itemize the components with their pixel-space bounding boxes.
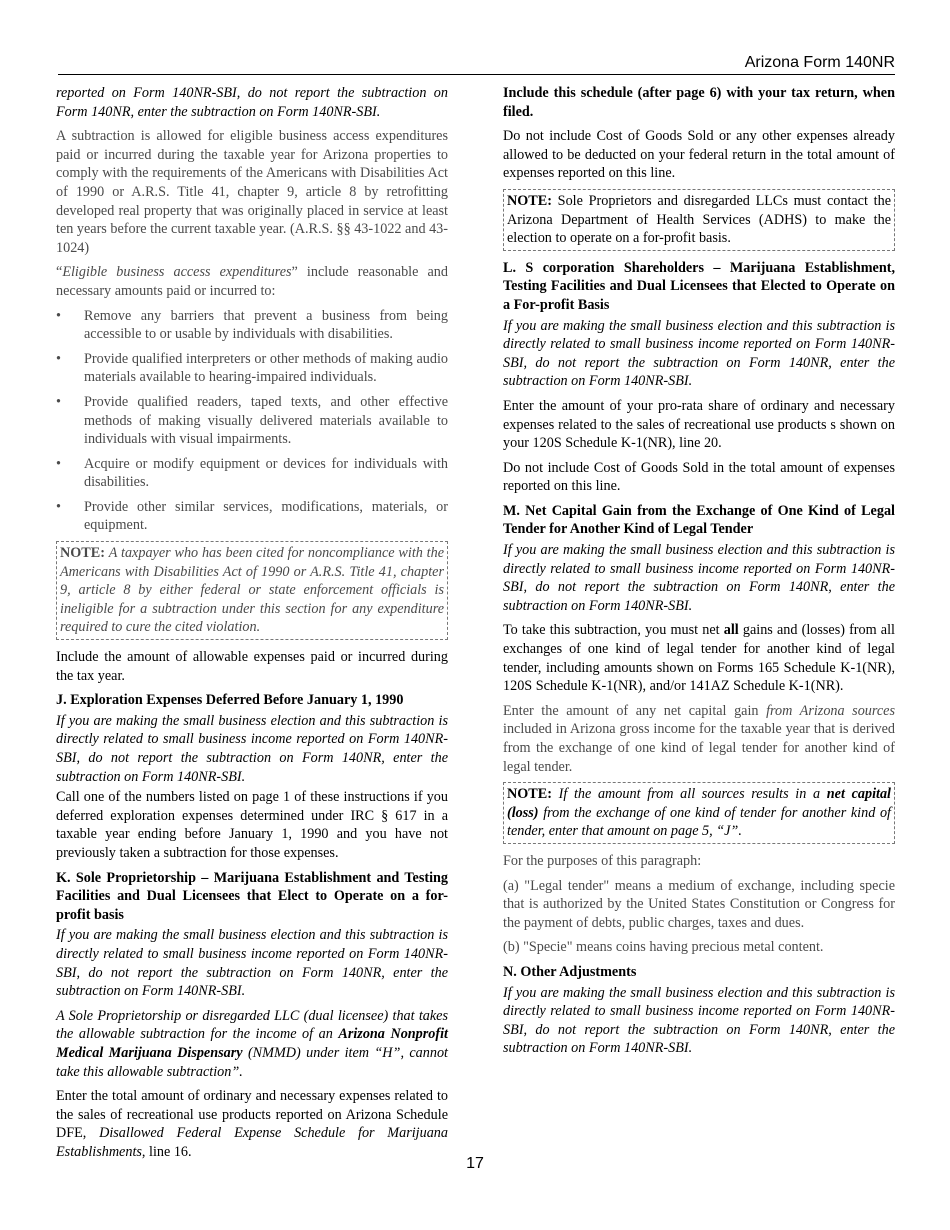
- list-item: [56, 393, 448, 449]
- bullet-icon: •: [56, 498, 61, 515]
- eligible-term: Eligible business access expenditures: [62, 264, 292, 281]
- note-part-b: from the exchange of one kind of tender for another kind of tender, enter that amount on page 5, “J”.: [507, 804, 891, 840]
- section-l-pro-rata-paragraph: Enter the amount of your pro-rata share of ordinary and necessary expenses related to the sales of recreational use products s shown on your 120S Schedule K-1(NR), line 20.: [503, 397, 895, 452]
- left-column: [56, 84, 448, 1167]
- section-n-election-note: If you are making the small business election and this subtraction is directly related to small business income reported on Form 140NR-SBI, do not report the subtraction on Form 140NR, enter the subtraction on Form 140NR-SBI.: [503, 984, 895, 1057]
- section-l-heading: L. S corporation Shareholders – Marijuana Establishment, Testing Facilities and Dual Licensees that Elected to Operate on a For-profit Basis: [503, 259, 895, 313]
- list-item: [56, 350, 448, 387]
- section-l-election-note: If you are making the small business election and this subtraction is directly related to small business income reported on Form 140NR-SBI, do not report the subtraction on Form 140NR, enter the subtraction on Form 140NR-SBI.: [503, 317, 895, 390]
- specie-definition: (b) "Specie" means coins having precious metal content.: [503, 939, 824, 956]
- note-label: NOTE:: [60, 545, 105, 562]
- bullet-icon: •: [56, 455, 61, 472]
- m-p2-bold: all: [723, 622, 739, 639]
- note-text: A taxpayer who has been cited for noncompliance with the Americans with Disabilities Act of 1990 or A.R.S. Title 41, chapter 9, article 8 by either federal or state enforcement officials is ineligible for a subtraction under this section for any expenditure required to cure the cited violation.: [60, 545, 445, 636]
- m-p3-italic: from Arizona sources: [766, 702, 895, 719]
- section-j-heading: J. Exploration Expenses Deferred Before January 1, 1990: [56, 692, 404, 709]
- section-k-total-paragraph: [56, 1087, 448, 1161]
- m-p3-part-b: included in Arizona gross income for the taxable year that is derived from the exchange of one kind of legal tender for another kind of legal tender.: [503, 721, 895, 775]
- eligible-rest: ” include reasonable and necessary amounts paid or incurred to:: [56, 264, 448, 299]
- include-amount-paragraph: Include the amount of allowable expenses paid or incurred during the tax year.: [56, 649, 448, 684]
- purposes-paragraph: For the purposes of this paragraph:: [503, 852, 702, 869]
- page-number: 17: [466, 1155, 484, 1172]
- k-p3-italic: Disallowed Federal Expense Schedule for Marijuana Establishments: [56, 1125, 448, 1160]
- section-m-net-paragraph: [503, 621, 895, 695]
- quote-open: “: [56, 264, 63, 281]
- section-k-dual-licensee-paragraph: [56, 1007, 448, 1081]
- include-schedule-paragraph: Include this schedule (after page 6) with your tax return, when filed.: [503, 85, 895, 120]
- header-divider: [58, 74, 895, 75]
- section-m-heading: M. Net Capital Gain from the Exchange of One Kind of Legal Tender for Another Kind of Legal Tender: [503, 502, 895, 538]
- legal-tender-definition: (a) "Legal tender" means a medium of exchange, including specie that is authorized by the United States Constitution or Congress for the payment of debts, public charges, taxes and dues.: [503, 877, 895, 931]
- continued-italic-note: reported on Form 140NR-SBI, do not report the subtraction on Form 140NR, enter the subtraction on Form 140NR-SBI.: [56, 85, 448, 120]
- note-label: NOTE:: [507, 786, 552, 803]
- bullet-icon: •: [56, 307, 61, 324]
- list-item-text: Remove any barriers that prevent a business from being accessible to or usable by individuals with disabilities.: [84, 307, 448, 343]
- k-p3-part-b: , line 16.: [141, 1143, 192, 1160]
- note-bold: net capital (loss): [507, 786, 891, 821]
- bullet-icon: •: [56, 393, 61, 410]
- bullet-icon: •: [56, 350, 61, 367]
- list-item: [56, 307, 448, 344]
- cogs-paragraph: Do not include Cost of Goods Sold or any other expenses already allowed to be deducted on your federal return in the total amount of expenses reported on this line.: [503, 128, 895, 182]
- list-item-text: Provide other similar services, modifications, materials, or equipment.: [84, 498, 448, 534]
- k-p3-part-a: Enter the total amount of ordinary and necessary expenses related to the sales of recreational use products reported on Arizona Schedule DFE,: [56, 1088, 448, 1142]
- list-item-text: Provide qualified interpreters or other methods of making audio materials available to hearing-impaired individuals.: [84, 350, 448, 386]
- m-p2-part-a: To take this subtraction, you must net: [503, 622, 724, 639]
- section-k-heading: K. Sole Proprietorship – Marijuana Establishment and Testing Facilities and Dual Licensees that Elect to Operate on a for-profit basis: [56, 869, 448, 923]
- list-item-text: Provide qualified readers, taped texts, and other effective methods of making visually delivered materials available to individuals with visual impairments.: [84, 393, 448, 448]
- note-box-net-capital-loss: [503, 782, 895, 844]
- m-p2-part-b: gains and (losses) from all exchanges of one kind of legal tender for another kind of legal tender, including amounts shown on Forms 165 Schedule K-1(NR), 120S Schedule K-1(NR), and/or 141AZ Schedule K-1(NR).: [503, 622, 895, 695]
- k-p2-part-b: (NMMD) under item “H”, cannot take this allowable subtraction”.: [56, 1044, 448, 1080]
- k-p2-part-a: A Sole Proprietorship or disregarded LLC (dual licensee) that takes the allowable subtraction for the income of an: [56, 1007, 448, 1043]
- section-j-paragraph: Call one of the numbers listed on page 1 of these instructions if you deferred exploration expenses determined under IRC § 617 in a taxable year ending before January 1, 1990 and you have not previously taken a subtraction for those expenses.: [56, 789, 448, 861]
- section-m-election-note: If you are making the small business election and this subtraction is directly related to small business income reported on Form 140NR-SBI, do not report the subtraction on Form 140NR, enter the subtraction on Form 140NR-SBI.: [503, 542, 895, 614]
- note-label: NOTE:: [507, 192, 552, 209]
- form-title: Arizona Form 140NR: [744, 54, 895, 71]
- note-text: Sole Proprietors and disregarded LLCs must contact the Arizona Department of Health Services (ADHS) to make the election to operate on a for-profit basis.: [507, 192, 891, 247]
- section-l-cogs-paragraph: Do not include Cost of Goods Sold in the total amount of expenses reported on this line.: [503, 459, 895, 495]
- eligible-expenditures-paragraph: [56, 263, 448, 300]
- section-m-gain-paragraph: [503, 702, 895, 776]
- right-column: [503, 84, 895, 1064]
- note-box-noncompliance: [56, 541, 448, 640]
- eligible-expenditures-list: [56, 307, 448, 536]
- k-p2-bold: Arizona Nonprofit Medical Marijuana Dispensary: [56, 1026, 448, 1061]
- m-p3-part-a: Enter the amount of any net capital gain: [503, 702, 767, 719]
- note-part-a: If the amount from all sources results in a: [551, 786, 827, 803]
- list-item-text: Acquire or modify equipment or devices for individuals with disabilities.: [84, 455, 448, 491]
- business-access-paragraph: A subtraction is allowed for eligible business access expenditures paid or incurred during the taxable year for Arizona properties to comply with the requirements of the Americans with Disabilities Act of 1990 or A.R.S. Title 41, chapter 9, article 8 by retrofitting developed real property that was originally placed in service at least ten years before the current taxable year. (A.R.S. §§ 43-1022 and 43-1024): [56, 128, 448, 256]
- section-n-heading: N. Other Adjustments: [503, 963, 637, 980]
- list-item: [56, 498, 448, 535]
- list-item: [56, 455, 448, 492]
- section-j-election-note: If you are making the small business election and this subtraction is directly related to small business income reported on Form 140NR-SBI, do not report the subtraction on Form 140NR, enter the subtraction on Form 140NR-SBI.: [56, 712, 448, 785]
- section-k-election-note: If you are making the small business election and this subtraction is directly related to small business income reported on Form 140NR-SBI, do not report the subtraction on Form 140NR, enter the subtraction on Form 140NR-SBI.: [56, 927, 448, 1000]
- note-box-adhs: [503, 189, 895, 251]
